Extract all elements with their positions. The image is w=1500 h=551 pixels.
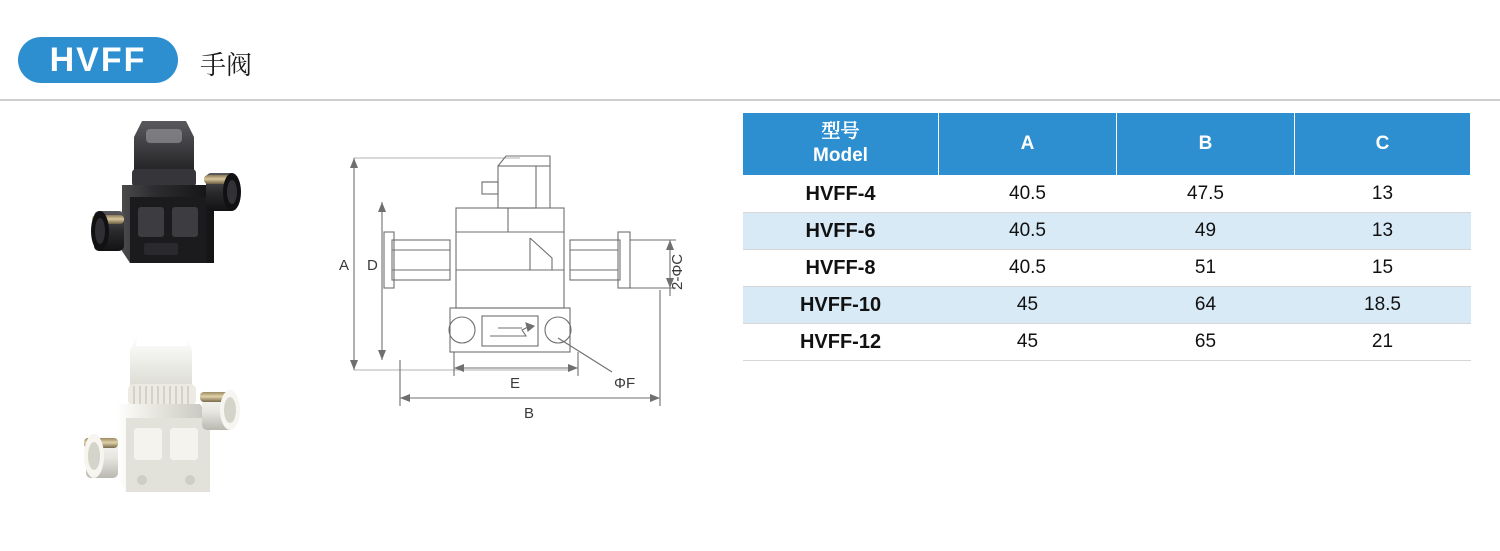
header-model-cn: 型号 [821,120,860,143]
cell-model: HVFF-8 [743,250,939,287]
table-row [743,213,1471,250]
table-row [743,176,1471,213]
header-model-en: Model [813,145,868,166]
cell-model: HVFF-4 [743,176,939,213]
page-header [0,0,1500,100]
cell-c: 13 [1295,213,1471,250]
cell-model: HVFF-10 [743,287,939,324]
header-model [743,113,939,176]
cell-b: 49 [1117,213,1295,250]
cell-a: 45 [939,324,1117,361]
cell-a: 40.5 [939,176,1117,213]
product-subtitle-chinese: 手阀 [200,51,253,81]
cell-a: 45 [939,287,1117,324]
cell-c: 18.5 [1295,287,1471,324]
product-photos [60,105,340,545]
spec-table-body [743,176,1471,361]
dimension-label-d: D [367,257,378,274]
product-series-badge: HVFF [18,37,178,83]
header-c: C [1295,113,1471,176]
dimension-label-a: A [339,257,350,274]
dimension-label-e: E [510,375,521,392]
cell-c: 21 [1295,324,1471,361]
table-header-row [743,113,1471,176]
cell-a: 40.5 [939,213,1117,250]
header-divider [0,99,1500,101]
spec-table-head [743,113,1471,176]
black-hand-valve-photo [90,115,330,320]
dimension-label-c: 2-ΦC [669,253,686,290]
header-a: A [939,113,1117,176]
cell-c: 13 [1295,176,1471,213]
cell-model: HVFF-12 [743,324,939,361]
cell-b: 51 [1117,250,1295,287]
dimension-label-b: B [524,405,535,422]
cell-b: 47.5 [1117,176,1295,213]
white-hand-valve-photo [80,330,330,550]
header-b: B [1117,113,1295,176]
cell-c: 15 [1295,250,1471,287]
dimension-label-f: ΦF [614,375,636,392]
cell-a: 40.5 [939,250,1117,287]
table-row [743,287,1471,324]
cell-b: 65 [1117,324,1295,361]
spec-table [742,112,1471,361]
spec-table-container [742,112,1470,361]
technical-drawing [330,110,720,440]
cell-b: 64 [1117,287,1295,324]
table-row [743,324,1471,361]
cell-model: HVFF-6 [743,213,939,250]
table-row [743,250,1471,287]
